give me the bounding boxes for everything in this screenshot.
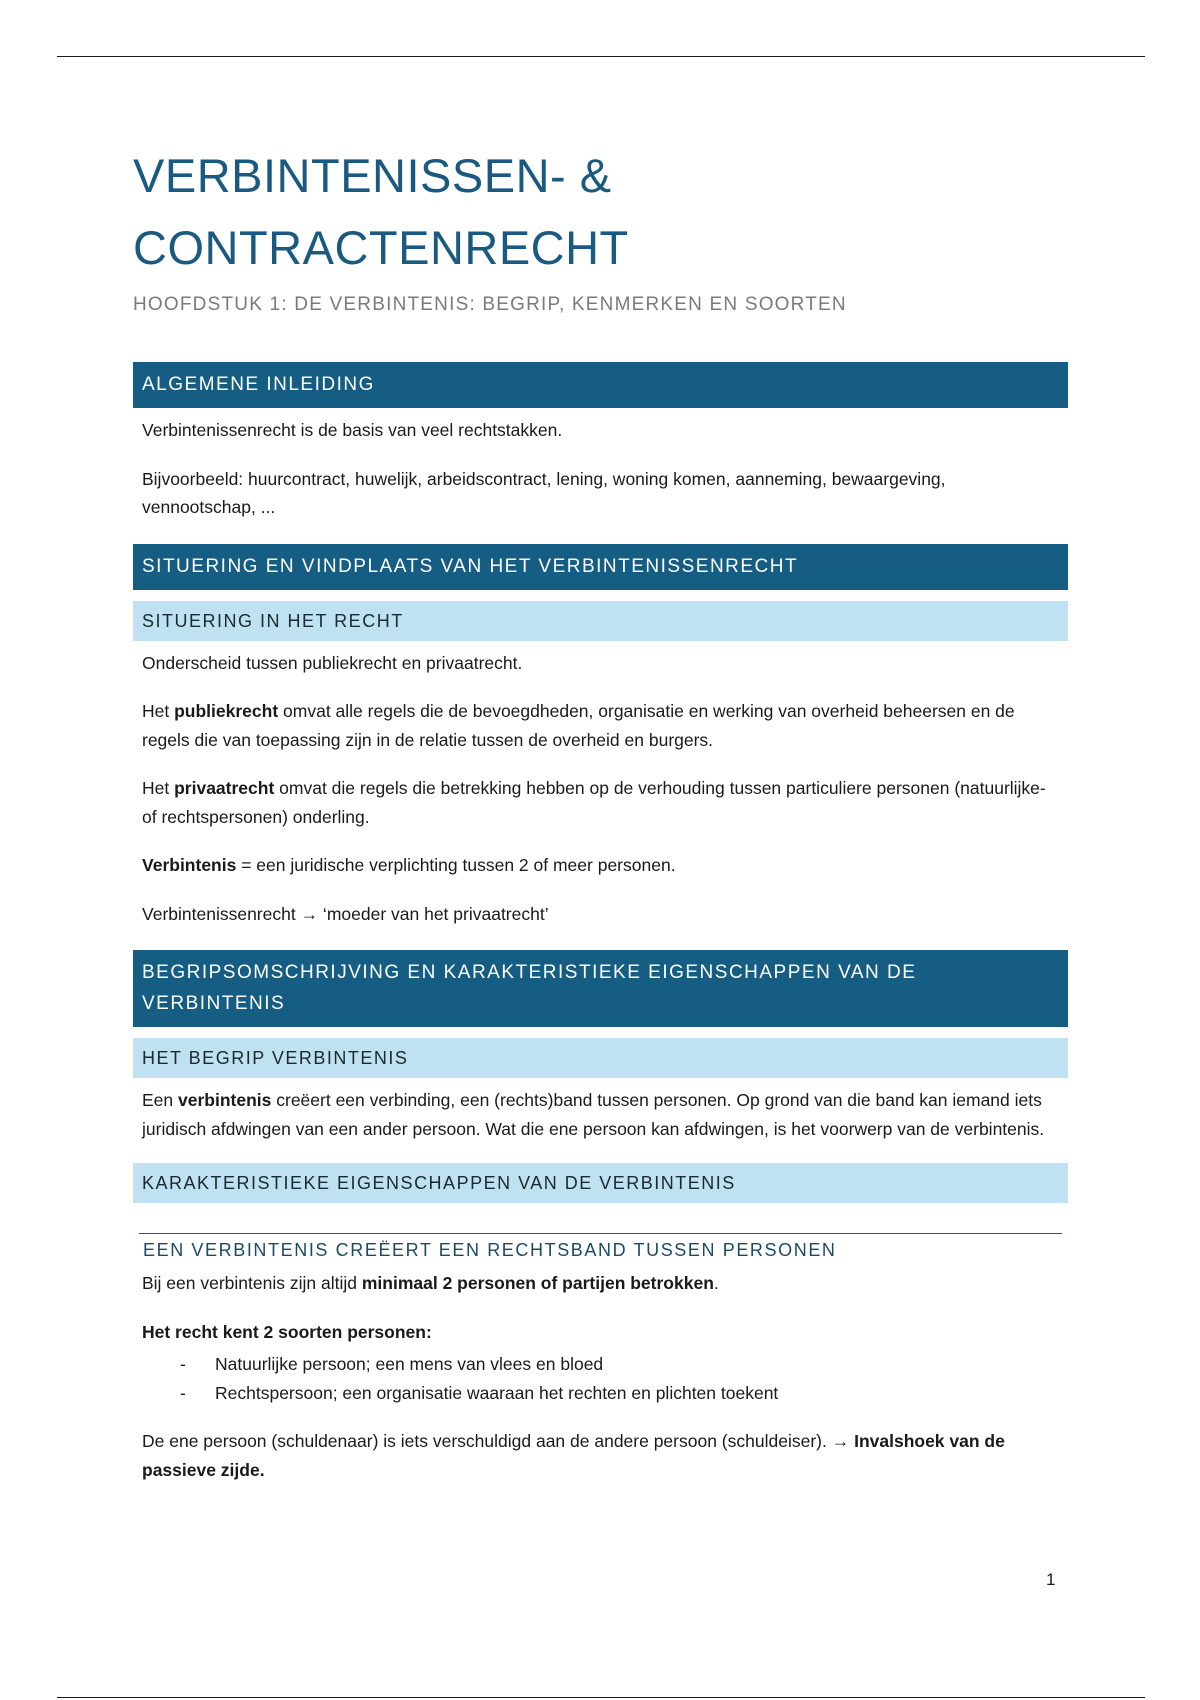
paragraph-publiekrecht	[133, 697, 1068, 754]
text: Het	[142, 701, 175, 721]
text: omvat alle regels die de bevoegdheden, organisatie en werking van overheid beheersen en de regels die van toepassing zijn in de relatie tussen de overheid en burgers.	[142, 701, 1015, 750]
list-item: - Natuurlijke persoon; een mens van vlees en bloed	[180, 1350, 1059, 1379]
paragraph: Onderscheid tussen publiekrecht en privaatrecht.	[142, 652, 523, 673]
top-page-rule	[57, 56, 1145, 57]
paragraph-verbintenis-definitie	[133, 851, 1068, 880]
title-line-2: CONTRACTENRECHT	[133, 221, 629, 274]
subheading-situering-in-het-recht: SITUERING IN HET RECHT	[133, 601, 1068, 641]
title-line-1: VERBINTENISSEN- &	[133, 149, 612, 202]
page-number: 1	[1046, 1570, 1056, 1589]
paragraph: Bijvoorbeeld: huurcontract, huwelijk, arbeidscontract, lening, woning komen, aanneming, bewaargeving, vennootschap, ...	[142, 468, 946, 517]
bold-term: verbintenis	[178, 1090, 272, 1110]
subheading-het-begrip-verbintenis: HET BEGRIP VERBINTENIS	[133, 1038, 1068, 1078]
paragraph-begrip	[133, 1086, 1068, 1143]
heading-begripsomschrijving: BEGRIPSOMSCHRIJVING EN KARAKTERISTIEKE EIGENSCHAPPEN VAN DE VERBINTENIS	[133, 950, 1068, 1027]
bold-term: publiekrecht	[174, 701, 279, 721]
subheading-karakteristieke-eigenschappen: KARAKTERISTIEKE EIGENSCHAPPEN VAN DE VERBINTENIS	[133, 1163, 1068, 1203]
paragraph-soorten-personen	[133, 1318, 1068, 1347]
paragraph-partijen	[133, 1269, 1068, 1298]
document-content	[133, 140, 1068, 1484]
heading-situering: SITUERING EN VINDPLAATS VAN HET VERBINTENISSENRECHT	[133, 544, 1068, 590]
subsubheading-rechtsband: EEN VERBINTENIS CREËERT EEN RECHTSBAND TUSSEN PERSONEN	[139, 1233, 1062, 1263]
text: .	[713, 1273, 719, 1293]
text: De ene persoon (schuldenaar) is iets verschuldigd aan de andere persoon (schuldeiser).	[142, 1431, 832, 1451]
text: = een juridische verplichting tussen 2 of meer personen.	[236, 855, 676, 875]
list-item: - Rechtspersoon; een organisatie waaraan het rechten en plichten toekent	[180, 1379, 1059, 1408]
document-subtitle: HOOFDSTUK 1: DE VERBINTENIS: BEGRIP, KENMERKEN EN SOORTEN	[133, 294, 847, 315]
bold-term: minimaal 2 personen of partijen betrokken	[361, 1273, 714, 1293]
text: Het	[142, 778, 175, 798]
text: Bij een verbintenis zijn altijd	[142, 1273, 362, 1293]
heading-algemene-inleiding: ALGEMENE INLEIDING	[133, 362, 1068, 408]
paragraph: Verbintenissenrecht is de basis van veel rechtstakken.	[142, 420, 563, 440]
bold-term: Het recht kent 2 soorten personen:	[142, 1321, 432, 1342]
paragraph-privaatrecht	[133, 774, 1068, 831]
bold-term: Verbintenis	[142, 855, 237, 875]
bottom-page-rule	[57, 1697, 1145, 1698]
bold-term: → Invalshoek van de passieve zijde.	[142, 1431, 1005, 1480]
paragraph-schuldenaar	[133, 1427, 1068, 1484]
bold-term: privaatrecht	[174, 778, 275, 798]
bullet-list	[133, 1350, 1068, 1407]
paragraph: Verbintenissenrecht → ‘moeder van het privaatrecht’	[142, 903, 549, 924]
text: Een	[142, 1090, 178, 1110]
document-title	[133, 140, 1068, 284]
text: omvat die regels die betrekking hebben op de verhouding tussen particuliere personen (natuurlijke- of rechtspersonen) onderling.	[142, 778, 1046, 827]
text: creëert een verbinding, een (rechts)band tussen personen. Op grond van die band kan iemand iets juridisch afdwingen van een ander persoon. Wat die ene persoon kan afdwingen, is het voorwerp van de verbintenis.	[142, 1090, 1045, 1139]
